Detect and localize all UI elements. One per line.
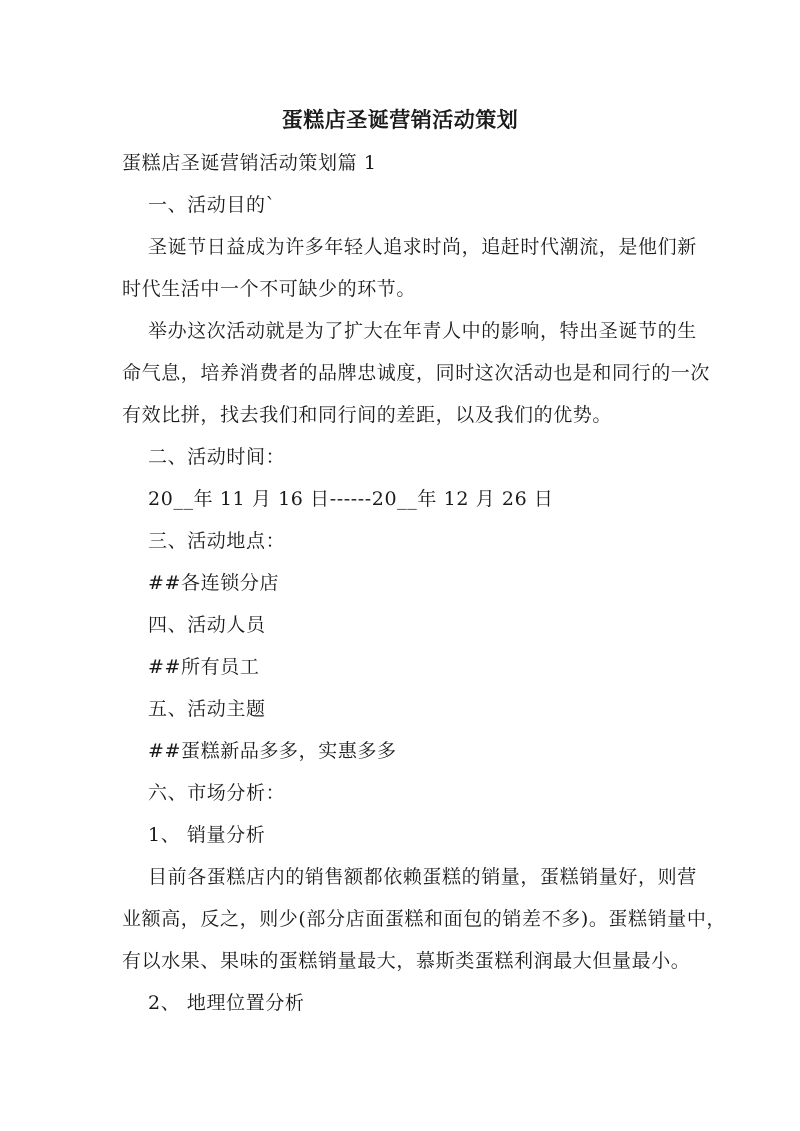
paragraph-line: 命气息，培养消费者的品牌忠诚度，同时这次活动也是和同行的一次 [122, 362, 711, 384]
paragraph-line: 目前各蛋糕店内的销售额都依赖蛋糕的销量，蛋糕销量好，则营 [148, 866, 697, 888]
time-value: 20__年 11 月 16 日------20__年 12 月 26 日 [148, 488, 554, 510]
document-subtitle: 蛋糕店圣诞营销活动策划篇 1 [122, 152, 377, 174]
section-heading-objective: 一、活动目的` [148, 194, 276, 216]
section-heading-theme: 五、活动主题 [148, 698, 266, 720]
theme-value: ##蛋糕新品多多，实惠多多 [148, 740, 397, 762]
section-heading-location: 三、活动地点： [148, 530, 286, 552]
section-heading-staff: 四、活动人员 [148, 614, 266, 636]
paragraph-line: 时代生活中一个不可缺少的环节。 [122, 278, 417, 300]
location-value: ##各连锁分店 [148, 572, 280, 594]
section-heading-time: 二、活动时间： [148, 446, 286, 468]
staff-value: ##所有员工 [148, 656, 260, 678]
subsection-heading-geo: 2、 地理位置分析 [148, 992, 305, 1014]
subsection-heading-sales: 1、 销量分析 [148, 824, 266, 846]
paragraph-line: 有效比拼，找去我们和同行间的差距，以及我们的优势。 [122, 404, 613, 426]
paragraph-line: 举办这次活动就是为了扩大在年青人中的影响，特出圣诞节的生 [148, 320, 697, 342]
section-heading-market: 六、市场分析： [148, 782, 286, 804]
paragraph-line: 业额高，反之，则少(部分店面蛋糕和面包的销差不多)。蛋糕销量中， [122, 908, 727, 930]
document-title: 蛋糕店圣诞营销活动策划 [281, 107, 519, 132]
paragraph-line: 有以水果、果味的蛋糕销量最大，慕斯类蛋糕利润最大但量最小。 [122, 950, 691, 972]
paragraph-line: 圣诞节日益成为许多年轻人追求时尚，追赶时代潮流，是他们新 [148, 236, 697, 258]
